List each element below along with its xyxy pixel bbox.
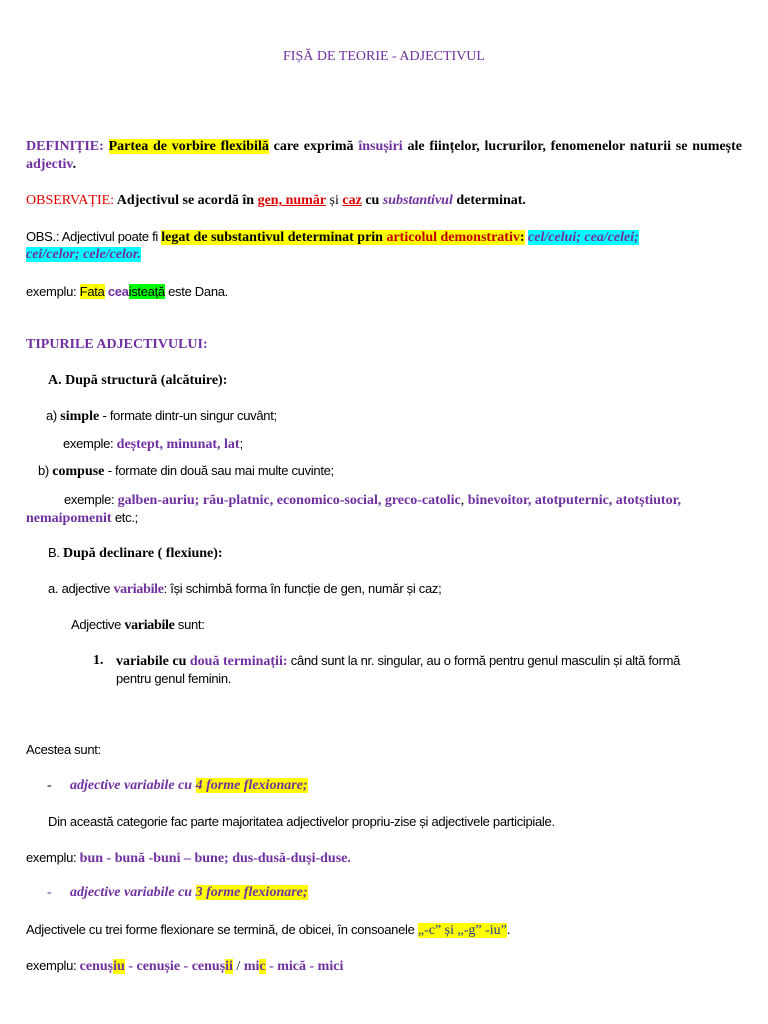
item-compuse bbox=[38, 462, 742, 481]
list-item-1-t2: când sunt la nr. singular, au o formă pentru genul masculin și altă formă bbox=[287, 653, 681, 668]
dash-item-1 bbox=[47, 777, 742, 795]
example-compuse-w2: rău-platnic, economico-social, greco-catolic bbox=[202, 493, 461, 508]
definition-insusiri: însușiri bbox=[358, 139, 403, 154]
example-3-a3: - cenușie - cenuș bbox=[124, 959, 226, 974]
obs-articol: articolul demonstrativ bbox=[386, 230, 520, 245]
adjective-variabile-sunt bbox=[71, 616, 742, 635]
observation-cu: cu bbox=[361, 193, 383, 208]
list-item-1-number: 1. bbox=[93, 653, 104, 668]
dash-item-2-t1: adjective variabile cu bbox=[70, 885, 196, 900]
example-3-label: exemplu: bbox=[26, 958, 80, 973]
dash-item-2-dash: - bbox=[47, 885, 52, 900]
example-3-a1: cenuș bbox=[79, 959, 114, 974]
adjective-variabile-word: variabile bbox=[124, 618, 175, 633]
example-compuse-c1: , bbox=[460, 493, 468, 508]
observation-label: OBSERVAȚIE: bbox=[26, 193, 115, 208]
example-simple-words: deștept, minunat, lat bbox=[116, 437, 240, 452]
observation-paragraph bbox=[26, 192, 742, 210]
example-1-label: exemplu: bbox=[26, 284, 80, 299]
example-3-b2: c bbox=[259, 959, 266, 974]
item-variabile-prefix: a. bbox=[48, 581, 62, 596]
item-simple-word: simple bbox=[60, 409, 100, 424]
trei-forme bbox=[26, 921, 742, 940]
heading-declinare-text: După declinare ( flexiune): bbox=[63, 546, 223, 561]
example-1-rest: este Dana. bbox=[164, 284, 228, 299]
observation-caz: caz bbox=[342, 193, 362, 208]
trei-forme-hl: „-c” și „-g” -iu” bbox=[417, 923, 507, 938]
example-3-b1: mi bbox=[243, 959, 260, 974]
observation-si: și bbox=[326, 193, 343, 208]
obs-cyan-1: cel/celui; cea/celei; bbox=[528, 230, 639, 245]
example-3-a4: ii bbox=[225, 959, 233, 974]
item-compuse-prefix: b) bbox=[38, 463, 53, 478]
example-1-fata: Fata bbox=[79, 284, 105, 299]
obs-colon: : bbox=[519, 230, 525, 245]
item-variabile bbox=[48, 580, 742, 599]
definition-text-2: ale ființelor, lucrurilor, fenomenelor naturii se numește bbox=[402, 139, 743, 154]
example-2-w1: bun - bună -buni – bune; bbox=[79, 851, 229, 866]
obs-line-2 bbox=[26, 246, 742, 264]
definition-adjectiv: adjectiv bbox=[26, 157, 73, 172]
example-1-isteata: isteață bbox=[128, 284, 165, 299]
example-1-cea: cea bbox=[107, 284, 129, 299]
example-3-b3: - mică - mici bbox=[265, 959, 344, 974]
list-item-1-line-2: pentru genul feminin. bbox=[116, 671, 232, 686]
example-compuse-end: etc.; bbox=[111, 510, 138, 525]
item-simple-rest: - formate dintr-un singur cuvânt; bbox=[99, 408, 277, 423]
list-item-1-doua: două terminații: bbox=[189, 654, 288, 669]
observation-gen: gen, număr bbox=[257, 193, 327, 208]
list-item-1-t1: variabile cu bbox=[116, 654, 190, 669]
heading-structura: A. După structură (alcătuire): bbox=[48, 373, 228, 388]
item-variabile-t1: adjective bbox=[61, 581, 114, 596]
definition-paragraph bbox=[26, 138, 742, 174]
example-simple bbox=[63, 435, 742, 454]
definition-highlight: Partea de vorbire flexibilă bbox=[108, 139, 269, 154]
example-simple-end: ; bbox=[239, 436, 243, 451]
example-3 bbox=[26, 957, 742, 976]
obs-text: OBS.: Adjectivul poate fi bbox=[26, 229, 162, 244]
dash-item-1-t1: adjective variabile cu bbox=[70, 778, 196, 793]
example-compuse-w4: nemaipomenit bbox=[26, 511, 112, 526]
example-compuse-line-1 bbox=[64, 491, 742, 510]
heading-declinare bbox=[48, 544, 742, 563]
example-2-w2: dus-dusă-duși-duse. bbox=[232, 851, 351, 866]
obs-line-1 bbox=[26, 228, 742, 247]
example-compuse-line-2 bbox=[26, 509, 742, 528]
example-1 bbox=[26, 283, 742, 301]
example-compuse-w1: galben-auriu; bbox=[117, 493, 203, 508]
item-simple-prefix: a) bbox=[46, 408, 61, 423]
acestea-sunt: Acestea sunt: bbox=[26, 742, 101, 757]
list-item-1-line-1 bbox=[116, 652, 742, 671]
example-compuse-label: exemple: bbox=[64, 492, 118, 507]
item-compuse-rest: - formate din două sau mai multe cuvinte; bbox=[104, 463, 334, 478]
dash-item-2-hl: 3 forme flexionare; bbox=[195, 885, 308, 900]
adjective-variabile-t2: sunt: bbox=[174, 617, 205, 632]
trei-forme-t1: Adjectivele cu trei forme flexionare se termină, de obicei, în consoanele bbox=[26, 922, 418, 937]
obs-cyan-2: cei/celor; cele/celor. bbox=[26, 247, 142, 262]
example-compuse-w3: binevoitor, atotputernic, atotștiutor, bbox=[467, 493, 681, 508]
example-3-sep: / bbox=[232, 959, 244, 974]
dash-item-1-dash: - bbox=[47, 778, 52, 793]
heading-declinare-prefix: B. bbox=[48, 545, 63, 560]
section-tipurile: TIPURILE ADJECTIVULUI: bbox=[26, 337, 208, 352]
example-2 bbox=[26, 849, 742, 868]
definition-text-1: care exprimă bbox=[268, 139, 359, 154]
din-aceasta: Din această categorie fac parte majoritatea adjectivelor propriu-zise și adjectivele participiale. bbox=[48, 814, 555, 829]
observation-text-2: determinat. bbox=[452, 193, 526, 208]
dash-item-2 bbox=[47, 884, 742, 902]
dash-item-2-content bbox=[70, 884, 308, 902]
example-2-label: exemplu: bbox=[26, 850, 80, 865]
item-variabile-t2: : își schimbă forma în funcție de gen, număr și caz; bbox=[163, 581, 442, 596]
page-title: FIȘĂ DE TEORIE - ADJECTIVUL bbox=[283, 49, 485, 64]
definition-label: DEFINIȚIE: bbox=[26, 139, 104, 154]
trei-forme-end: . bbox=[506, 923, 511, 938]
observation-substantivul: substantivul bbox=[382, 193, 453, 208]
item-variabile-word: variabile bbox=[113, 582, 164, 597]
adjective-variabile-t1: Adjective bbox=[71, 617, 125, 632]
dash-item-1-content bbox=[70, 777, 308, 795]
observation-text-1: Adjectivul se acordă în bbox=[114, 193, 258, 208]
item-compuse-word: compuse bbox=[52, 464, 105, 479]
obs-highlight-1: legat de substantivul determinat prin bbox=[161, 230, 387, 245]
example-simple-label: exemple: bbox=[63, 436, 117, 451]
definition-dot: . bbox=[72, 157, 77, 172]
dash-item-1-hl: 4 forme flexionare; bbox=[195, 778, 308, 793]
example-3-a2: iu bbox=[113, 959, 125, 974]
item-simple bbox=[46, 407, 742, 426]
